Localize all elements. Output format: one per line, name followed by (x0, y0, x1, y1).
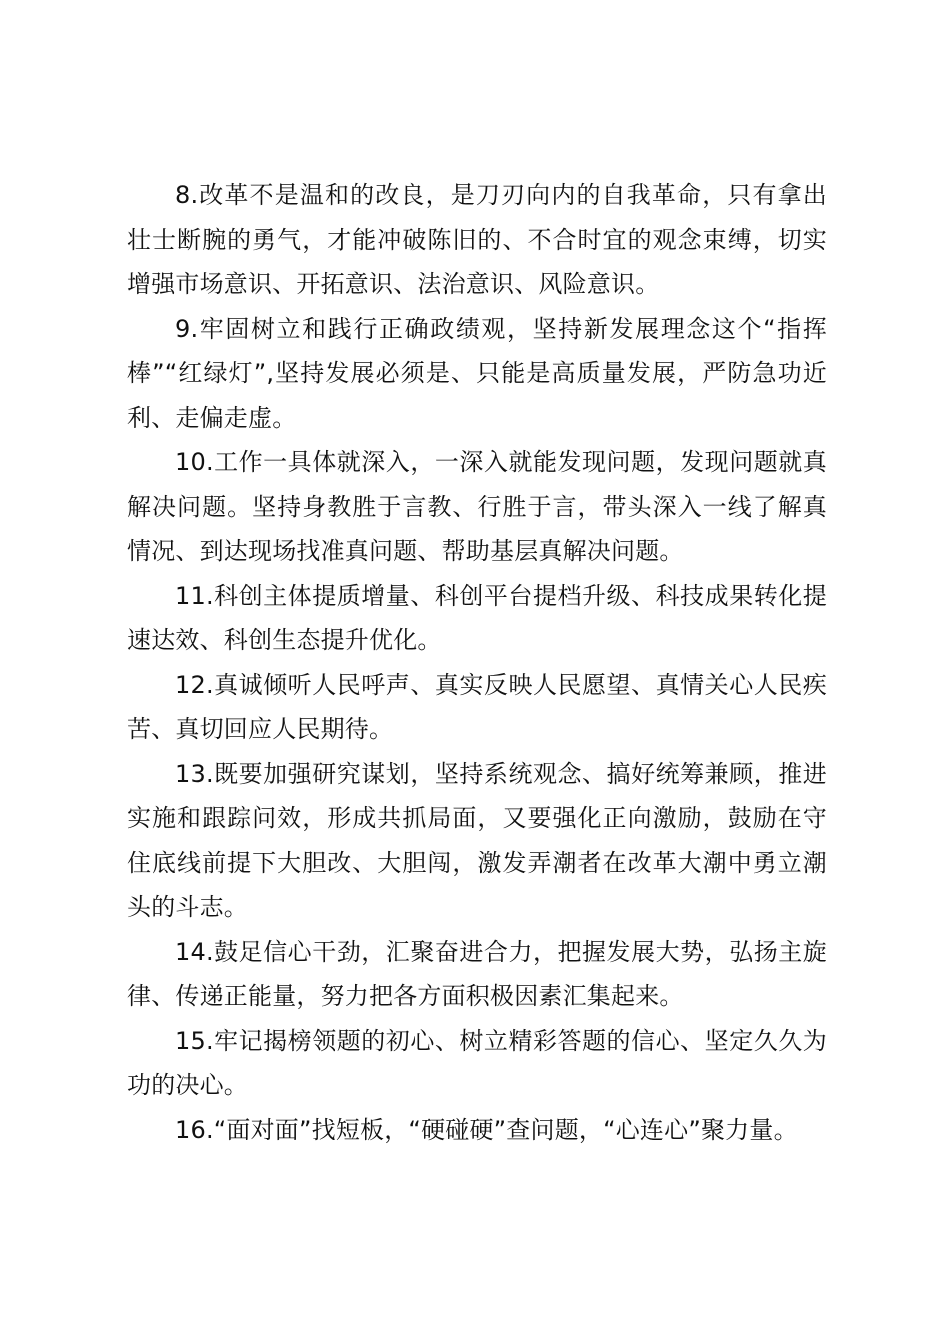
paragraph-10: 10.工作一具体就深入，一深入就能发现问题，发现问题就真解决问题。坚持身教胜于言教、行胜于言，带头深入一线了解真情况、到达现场找准真问题、帮助基层真解决问题。 (127, 448, 827, 565)
paragraph-11: 11.科创主体提质增量、科创平台提档升级、科技成果转化提速达效、科创生态提升优化。 (127, 581, 827, 654)
document-body (127, 173, 827, 1152)
paragraph-13: 13.既要加强研究谋划，坚持系统观念、搞好统筹兼顾，推进实施和跟踪问效，形成共抓局面，又要强化正向激励，鼓励在守住底线前提下大胆改、大胆闯，激发弄潮者在改革大潮中勇立潮头的斗志。 (127, 759, 827, 921)
paragraph-12: 12.真诚倾听人民呼声、真实反映人民愿望、真情关心人民疾苦、真切回应人民期待。 (127, 670, 827, 743)
paragraph-8: 8.改革不是温和的改良，是刀刃向内的自我革命，只有拿出壮士断腕的勇气，才能冲破陈旧的、不合时宜的观念束缚，切实增强市场意识、开拓意识、法治意识、风险意识。 (127, 181, 827, 298)
paragraph-14: 14.鼓足信心干劲，汇聚奋进合力，把握发展大势，弘扬主旋律、传递正能量，努力把各方面积极因素汇集起来。 (127, 937, 827, 1010)
paragraph-15: 15.牢记揭榜领题的初心、树立精彩答题的信心、坚定久久为功的决心。 (127, 1026, 827, 1099)
paragraph-16: 16.“面对面”找短板，“硬碰硬”查问题，“心连心”聚力量。 (175, 1115, 798, 1144)
paragraph-9: 9.牢固树立和践行正确政绩观，坚持新发展理念这个“指挥棒”“红绿灯”,坚持发展必须是、只能是高质量发展，严防急功近利、走偏走虚。 (127, 314, 827, 432)
